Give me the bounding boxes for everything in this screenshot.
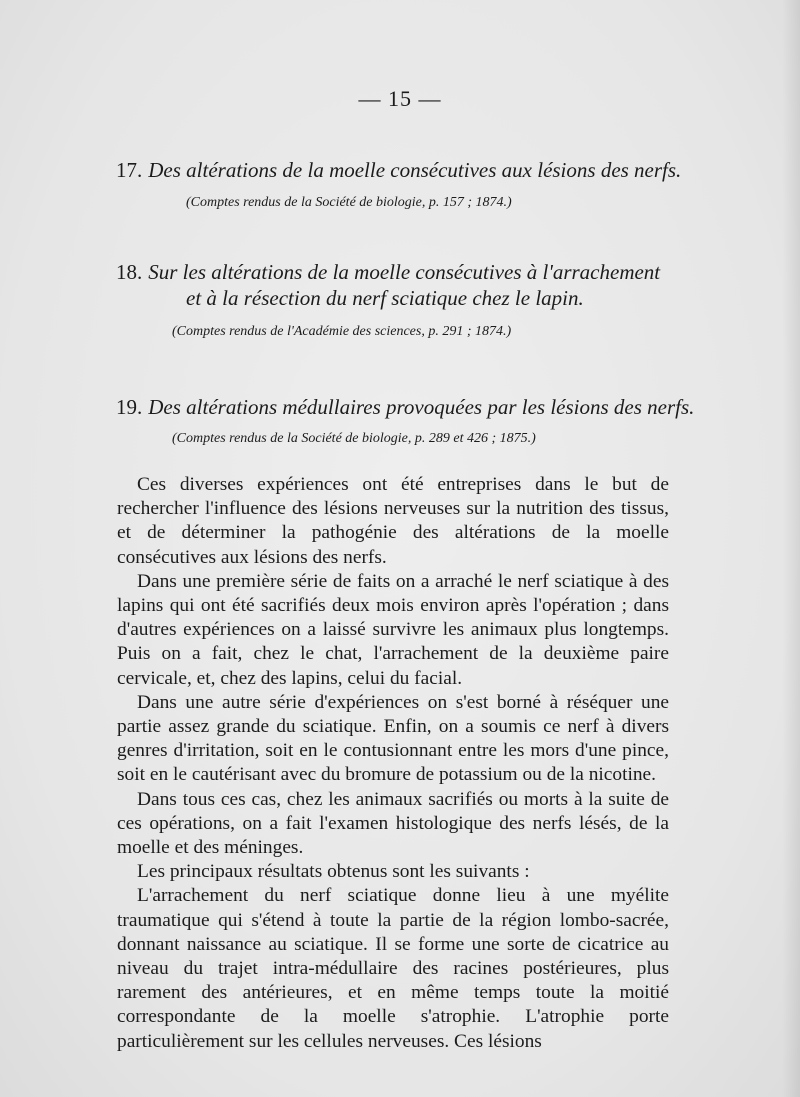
reference-17-title-line-1: Des altérations de la moelle consécutives aux lésions des nerfs. xyxy=(148,158,682,182)
reference-18-title-line-2: et à la résection du nerf sciatique chez le lapin. xyxy=(186,286,584,310)
reference-19-title-line-1: Des altérations médullaires provoquées par les lésions des nerfs. xyxy=(148,395,695,419)
reference-18-title xyxy=(116,260,660,285)
reference-19-number: 19. xyxy=(116,395,143,419)
reference-19-title xyxy=(116,395,694,420)
reference-19-source: (Comptes rendus de la Société de biologie, p. 289 et 426 ; 1875.) xyxy=(172,431,536,446)
paragraph-2: Dans une première série de faits on a arraché le nerf sciatique à des lapins qui ont été sacrifiés deux mois environ après l'opération ; dans d'autres expériences on a laissé survivre les animaux plus longtemps. Puis on a fait, chez le chat, l'arrachement de la deuxième paire cervicale, et, chez des lapins, celui du facial. xyxy=(117,570,669,689)
page-number: — 15 — xyxy=(358,86,442,111)
reference-17-number: 17. xyxy=(116,158,143,182)
page-edge-shadow xyxy=(782,0,800,1097)
paragraph-1: Ces diverses expériences ont été entreprises dans le but de rechercher l'influence des lésions nerveuses sur la nutrition des tissus, et de déterminer la pathogénie des altérations de la moelle consécutives aux lésions des nerfs. xyxy=(117,474,669,568)
paragraph-5: Les principaux résultats obtenus sont les suivants : xyxy=(137,861,530,883)
reference-17-source: (Comptes rendus de la Société de biologie, p. 157 ; 1874.) xyxy=(186,195,512,210)
body-text xyxy=(117,473,669,1054)
paragraph-4: Dans tous ces cas, chez les animaux sacrifiés ou morts à la suite de ces opérations, on a fait l'examen histologique des nerfs lésés, de la moelle et des méninges. xyxy=(117,788,669,859)
reference-18-source: (Comptes rendus de l'Académie des sciences, p. 291 ; 1874.) xyxy=(172,324,512,339)
reference-18-number: 18. xyxy=(116,260,143,284)
paragraph-6: L'arrachement du nerf sciatique donne lieu à une myélite traumatique qui s'étend à toute la partie de la région lombo-sacrée, donnant naissance au sciatique. Il se forme une sorte de cicatrice au niveau du trajet intra-médullaire des racines postérieures, plus rarement des antérieures, et en même temps toute la moitié correspondante de la moelle s'atrophie. L'atrophie porte particulièrement sur les cellules nerveuses. Ces lésions xyxy=(117,885,669,1052)
paragraph-3: Dans une autre série d'expériences on s'est borné à réséquer une partie assez grande du sciatique. Enfin, on a soumis ce nerf à divers genres d'irritation, soit en le contusionnant entre les mors d'une pince, soit en le cautérisant avec du bromure de potassium ou de la nicotine. xyxy=(117,691,669,786)
reference-18-title-line-1: Sur les altérations de la moelle consécutives à l'arrachement xyxy=(148,260,661,284)
reference-17-title xyxy=(116,158,681,183)
